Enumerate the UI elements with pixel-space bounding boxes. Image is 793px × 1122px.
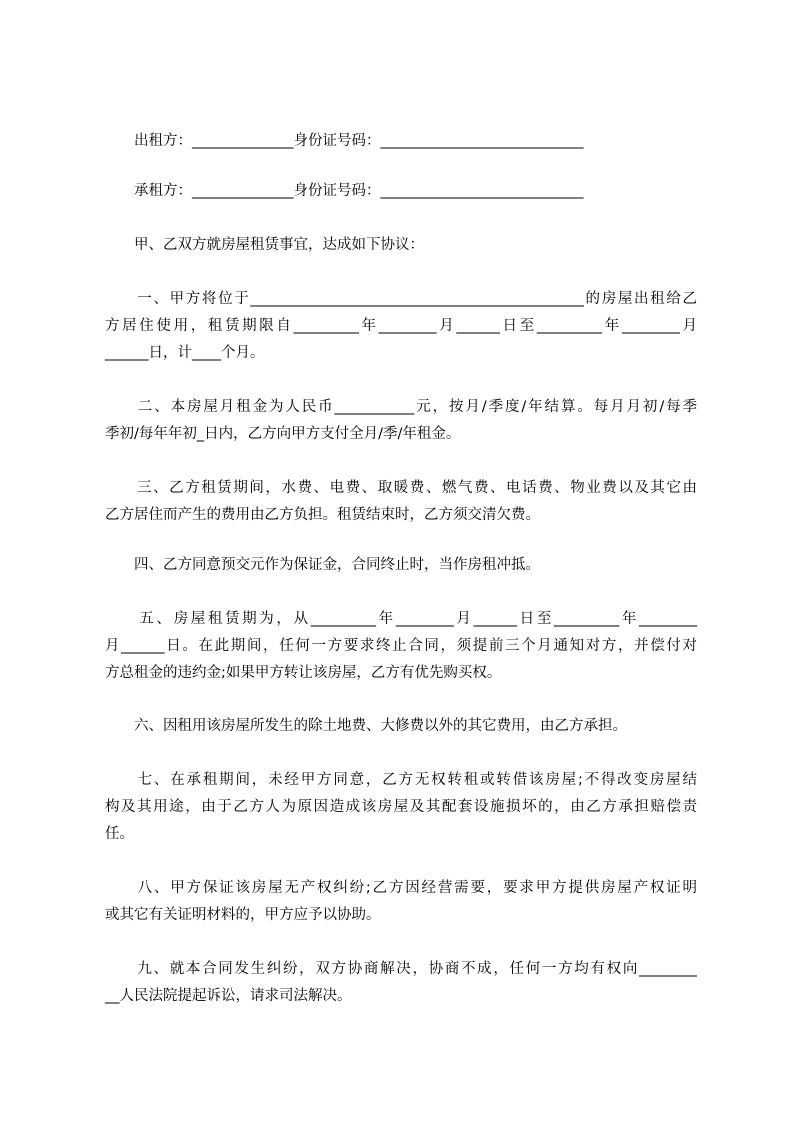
clause-4 [105, 552, 697, 579]
text-line: 四、乙方同意预交元作为保证金，合同终止时，当作房租冲抵。 [105, 557, 540, 573]
clause-1 [105, 286, 697, 367]
text-line: ______日，计____个月。 [105, 345, 265, 361]
lessee-line [105, 178, 697, 205]
clause-7 [105, 767, 697, 848]
text-line: 二、本房屋月租金为人民币___________元，按月/季度/年结算。每月月初/每季 [105, 399, 697, 415]
clause-5 [105, 606, 697, 687]
text-line: 承租方：______________身份证号码：____________________________ [105, 183, 584, 199]
text-line: 或其它有关证明材料的，甲方应予以协助。 [105, 907, 381, 923]
clause-3 [105, 475, 697, 529]
text-line: 九、就本合同发生纠纷，双方协商解决，协商不成，任何一方均有权向________ [105, 961, 697, 977]
agreement-intro [105, 232, 697, 259]
text-line: 甲、乙双方就房屋租赁事宜，达成如下协议： [105, 237, 424, 253]
text-line: 五、房屋租赁期为，从_________年________月______日至_________年________ [105, 611, 697, 627]
text-line: 季初/每年年初_日内，乙方向甲方支付全月/季/年租金。 [105, 426, 461, 442]
text-line: 方总租金的违约金;如果甲方转让该房屋，乙方有优先购买权。 [105, 665, 502, 681]
clause-8 [105, 875, 697, 929]
text-line: 方居住使用，租赁期限自_________年________月______日至_________年________月 [105, 318, 697, 334]
clause-6 [105, 713, 697, 740]
text-line: 三、乙方租赁期间，水费、电费、取暖费、燃气费、电话费、物业费以及其它由 [105, 480, 697, 496]
text-line: 任。 [105, 826, 134, 842]
text-line: 六、因租用该房屋所发生的除土地费、大修费以外的其它费用，由乙方承担。 [105, 718, 627, 734]
clause-9 [105, 956, 697, 1010]
text-line: __人民法院提起诉讼，请求司法解决。 [105, 988, 352, 1004]
text-line: 七、在承租期间，未经甲方同意，乙方无权转租或转借该房屋;不得改变房屋结 [105, 772, 697, 788]
text-line: 乙方居住而产生的费用由乙方负担。租赁结束时，乙方须交清欠费。 [105, 507, 540, 523]
clause-2 [105, 394, 697, 448]
text-line: 月______日。在此期间，任何一方要求终止合同，须提前三个月通知对方，并偿付对 [105, 638, 697, 654]
lessor-line [105, 128, 697, 155]
text-line: 构及其用途，由于乙方人为原因造成该房屋及其配套设施损坏的，由乙方承担赔偿责 [105, 799, 697, 815]
text-line: 八、甲方保证该房屋无产权纠纷;乙方因经营需要，要求甲方提供房屋产权证明 [105, 880, 697, 896]
text-line: 一、甲方将位于______________________________________________的房屋出租给乙 [105, 291, 697, 307]
text-line: 出租方：______________身份证号码：____________________________ [105, 133, 584, 149]
